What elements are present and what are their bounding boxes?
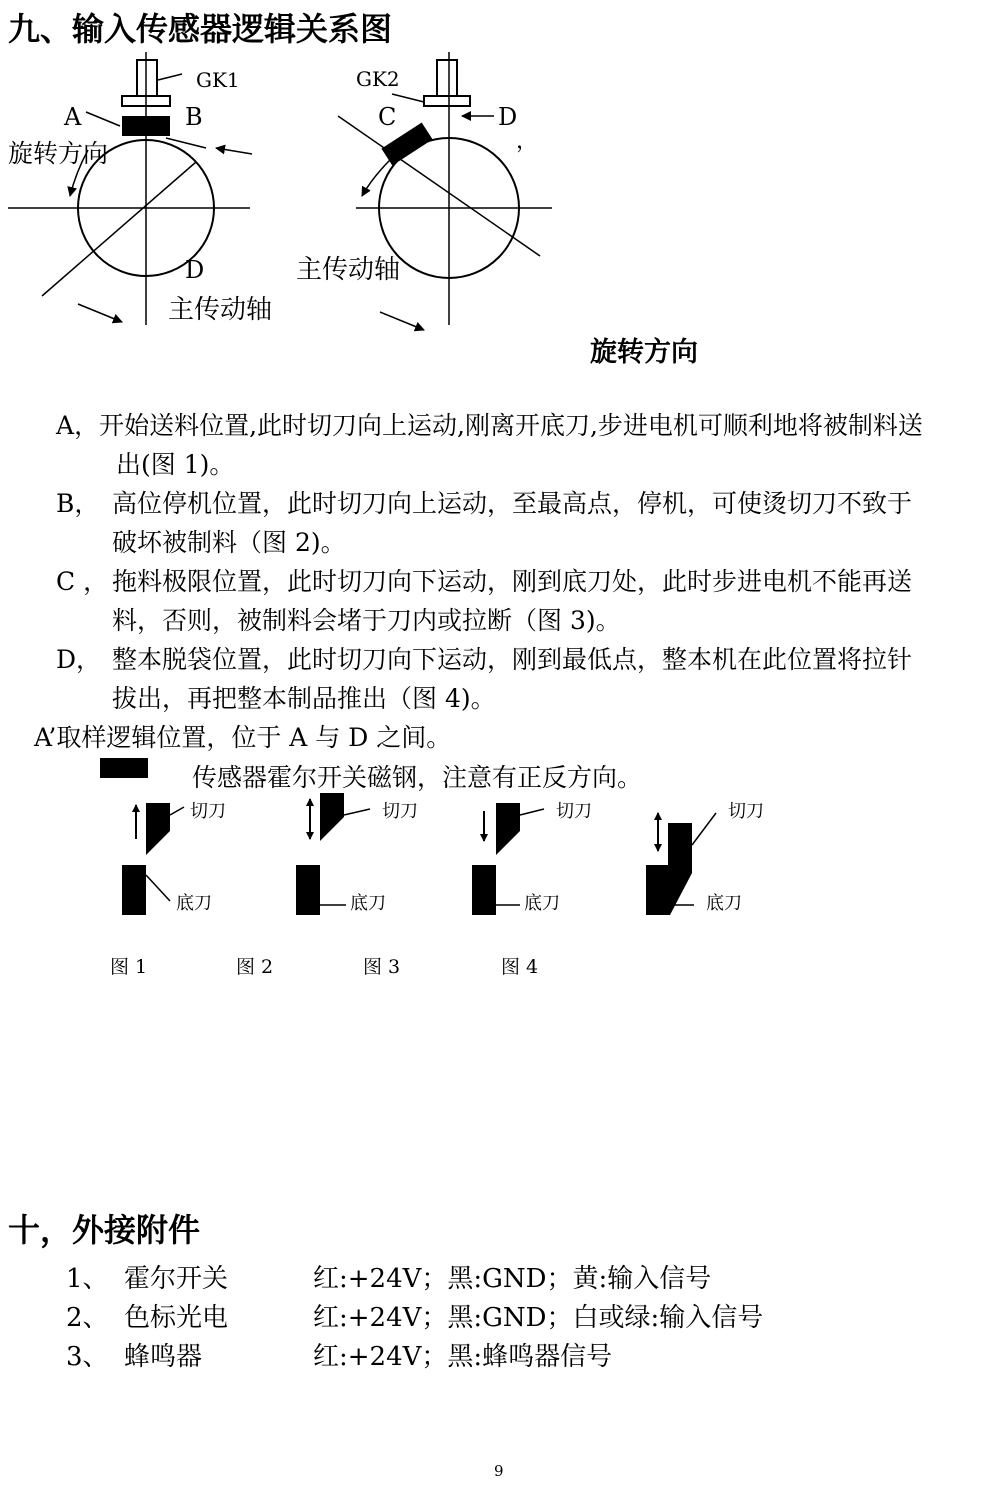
- knife-positions-diagram: [100, 785, 800, 985]
- caption-fig-4: 图 4: [501, 956, 539, 978]
- shaft-label-right: 主传动轴: [296, 255, 401, 285]
- item-c-line1: 拖料极限位置，此时切刀向下运动，刚到底刀处，此时步进电机不能再送: [112, 567, 913, 596]
- gk1-label: GK1: [196, 68, 240, 92]
- accessory-name: 霍尔开关: [124, 1264, 229, 1294]
- item-d-line1: 整本脱袋位置，此时切刀向下运动，刚到最低点，整本机在此位置将拉针: [112, 645, 913, 674]
- magnet-legend-swatch: [100, 758, 148, 778]
- section-9-title: 九、输入传感器逻辑关系图: [8, 10, 393, 48]
- item-c: [56, 562, 996, 640]
- right-sensor-figure: [296, 52, 552, 330]
- accessory-spec: 红:+24V；黑:GND；黄:输入信号: [313, 1264, 712, 1294]
- item-a-line2: 出(图 1)。: [116, 450, 235, 479]
- upper-knife-label-4: 切刀: [728, 801, 764, 822]
- knife-fig-4: [646, 801, 764, 915]
- item-d: [56, 640, 996, 718]
- accessory-spec: 红:+24V；黑:GND；白或绿:输入信号: [313, 1303, 764, 1333]
- label-c: C: [378, 103, 397, 131]
- label-d-left: D: [185, 256, 205, 284]
- caption-fig-1: 图 1: [110, 956, 148, 978]
- item-b-line1: 高位停机位置，此时切刀向上运动，至最高点，停机，可使烫切刀不致于: [112, 489, 913, 518]
- item-b-line2: 破坏被制料（图 2)。: [112, 528, 346, 557]
- caption-fig-3: 图 3: [363, 956, 401, 978]
- upper-knife-label-1: 切刀: [190, 801, 226, 822]
- item-b: [56, 484, 996, 562]
- page-number: 9: [494, 1462, 504, 1480]
- item-a: [56, 406, 996, 484]
- accessory-name: 蜂鸣器: [124, 1342, 203, 1372]
- lower-knife-label-3: 底刀: [524, 893, 560, 914]
- item-d-label: D，: [56, 645, 102, 674]
- upper-knife-label-3: 切刀: [556, 801, 592, 822]
- accessory-number: 1、: [66, 1264, 109, 1294]
- label-b: B: [185, 103, 203, 131]
- knife-fig-3: [472, 801, 592, 915]
- label-comma: ，: [516, 129, 539, 154]
- label-a: A: [64, 103, 82, 131]
- left-sensor-figure: [8, 52, 272, 325]
- knife-fig-1: [122, 801, 226, 915]
- item-c-line2: 料，否则，被制料会堵于刀内或拉断（图 3)。: [112, 606, 621, 635]
- section-10-title: 十，外接附件: [8, 1211, 201, 1249]
- knife-fig-2: [296, 793, 418, 915]
- gk2-sensor-base: [424, 96, 470, 106]
- rotation-direction-caption: 旋转方向: [590, 337, 698, 368]
- lower-knife-label-2: 底刀: [350, 893, 386, 914]
- accessory-spec: 红:+24V；黑:蜂鸣器信号: [313, 1342, 613, 1372]
- shaft-label-left: 主传动轴: [168, 295, 273, 325]
- accessory-number: 3、: [66, 1342, 109, 1372]
- accessory-name: 色标光电: [124, 1303, 229, 1333]
- lower-knife-label-1: 底刀: [176, 893, 212, 914]
- upper-knife-label-2: 切刀: [382, 801, 418, 822]
- label-d-right: D: [498, 103, 518, 131]
- rotation-direction-left: 旋转方向: [8, 139, 109, 168]
- gk1-sensor-body: [137, 60, 157, 98]
- lower-knife-label-4: 底刀: [706, 893, 742, 914]
- item-a-line1: A，开始送料位置,此时切刀向上运动,刚离开底刀,步进电机可顺利地将被制料送: [56, 411, 923, 440]
- item-d-line2: 拔出，再把整本制品推出（图 4)。: [112, 684, 496, 713]
- item-c-label: C ，: [56, 567, 109, 596]
- sensor-logic-diagram: [0, 50, 1000, 370]
- a-prime-note: A’取样逻辑位置，位于 A 与 D 之间。: [34, 723, 452, 752]
- gk2-sensor-body: [437, 60, 457, 98]
- item-b-label: B，: [56, 489, 100, 518]
- accessory-number: 2、: [66, 1303, 109, 1333]
- gk2-label: GK2: [356, 67, 400, 91]
- caption-fig-2: 图 2: [236, 956, 274, 978]
- magnet-legend-text: 传感器霍尔开关磁钢，注意有正反方向。: [192, 763, 643, 792]
